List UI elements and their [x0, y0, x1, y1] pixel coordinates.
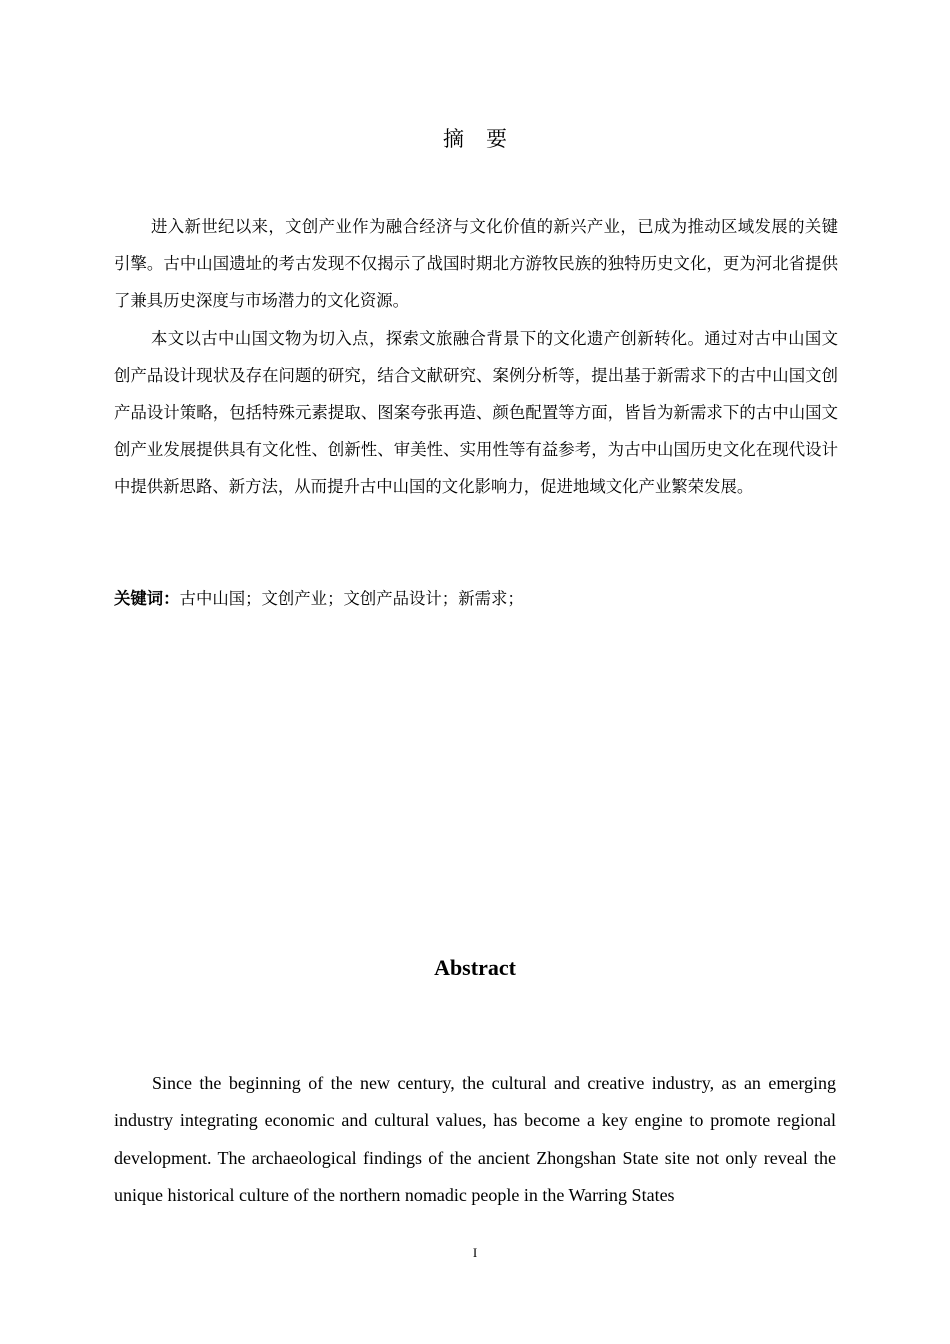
page-number: I	[472, 1245, 478, 1260]
abstract-en-paragraph: Since the beginning of the new century, the cultural and creative industry, as an emerging industry integrating economic and cultural values, has become a key engine to promote regional development. The archaeological findings of the ancient Zhongshan State site not only reveal the unique historical culture of the northern nomadic people in the Warring States	[114, 1073, 836, 1205]
keywords-line	[114, 580, 838, 617]
abstract-en-title: Abstract	[434, 955, 516, 980]
abstract-cn-paragraph-1: 进入新世纪以来，文创产业作为融合经济与文化价值的新兴产业，已成为推动区域发展的关键引擎。古中山国遗址的考古发现不仅揭示了战国时期北方游牧民族的独特历史文化，更为河北省提供了兼具历史深度与市场潜力的文化资源。	[114, 217, 838, 310]
abstract-cn-title: 摘要	[443, 127, 529, 151]
keywords-label: 关键词：	[114, 589, 180, 608]
keywords-value: 古中山国；文创产业；文创产品设计；新需求；	[179, 589, 524, 608]
abstract-cn-paragraph-2: 本文以古中山国文物为切入点，探索文旅融合背景下的文化遗产创新转化。通过对古中山国文创产品设计现状及存在问题的研究，结合文献研究、案例分析等，提出基于新需求下的古中山国文创产品设计策略，包括特殊元素提取、图案夸张再造、颜色配置等方面，皆旨为新需求下的古中山国文创产业发展提供具有文化性、创新性、审美性、实用性等有益参考，为古中山国历史文化在现代设计中提供新思路、新方法，从而提升古中山国的文化影响力，促进地域文化产业繁荣发展。	[114, 329, 838, 496]
